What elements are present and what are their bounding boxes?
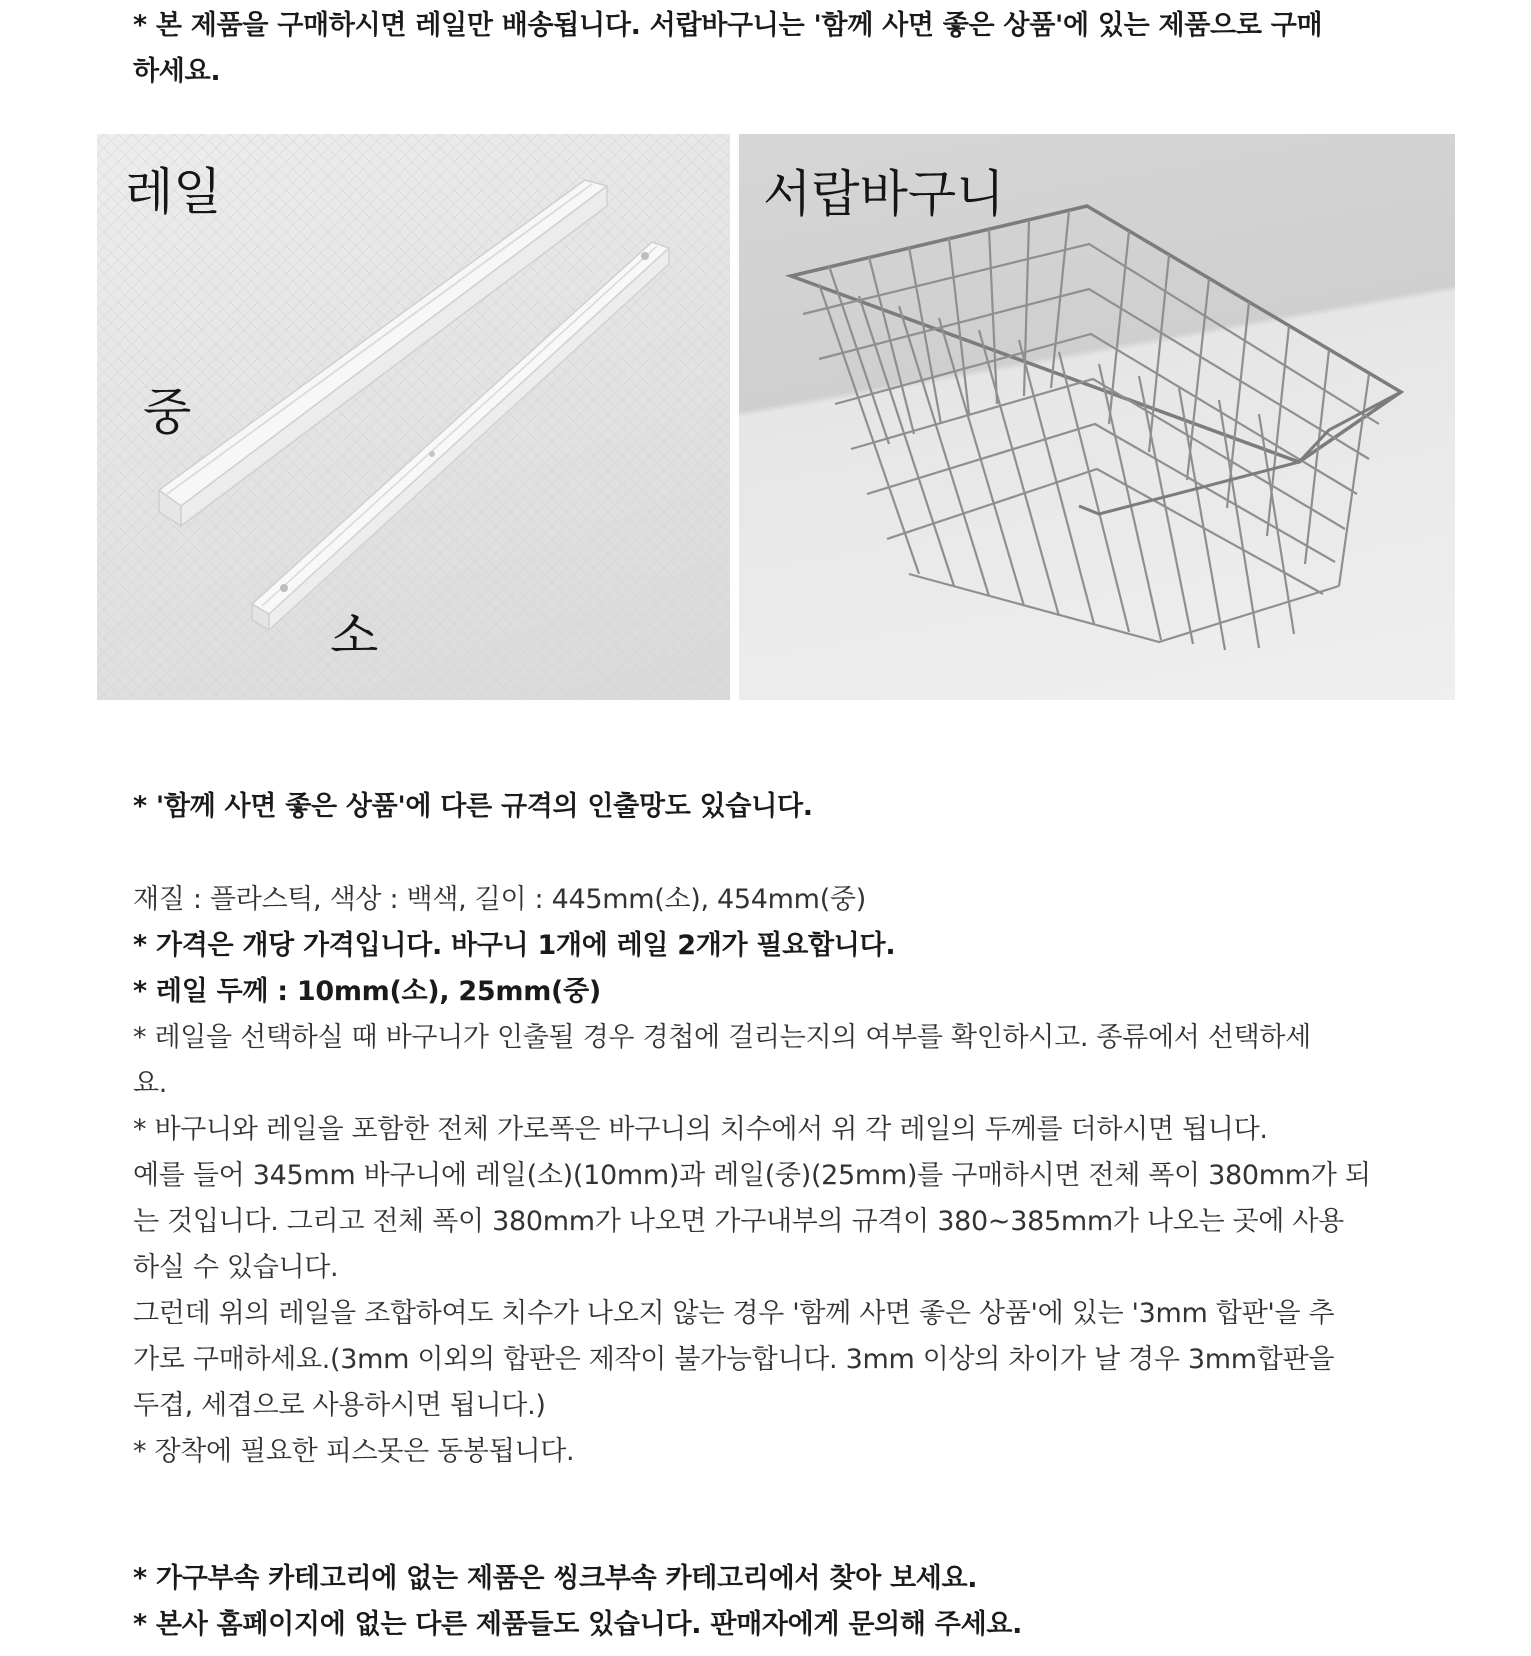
thickness-spec: * 레일 두께 : 10mm(소), 25mm(중) [133,976,601,1007]
basket-photo [739,134,1455,700]
example-line-3: 하실 수 있습니다. [133,1252,339,1283]
related-note [133,784,1433,830]
rail-label-small: 소 [330,607,379,665]
example-line-1: 예를 들어 345mm 바구니에 레일(소)(10mm)과 레일(중)(25mm)를 구매하시면 전체 폭이 380mm가 되 [133,1160,1371,1191]
basket-title: 서랍바구니 [763,165,1005,223]
plywood-line-2: 가로 구매하세요.(3mm 이외의 합판은 제작이 불가능합니다. 3mm 이상의 차이가 날 경우 3mm합판을 [133,1344,1335,1375]
footer-line-2: * 본사 홈페이지에 없는 다른 제품들도 있습니다. 판매자에게 문의해 주세요. [133,1609,1023,1640]
screw-note: * 장착에 필요한 피스못은 동봉됩니다. [133,1436,575,1467]
spec-section [133,877,1433,1475]
rail-label-medium: 중 [143,383,192,441]
wire-basket [791,206,1401,650]
width-note: * 바구니와 레일을 포함한 전체 가로폭은 바구니의 치수에서 위 각 레일의 두께를 더하시면 됩니다. [133,1114,1268,1145]
select-note-line-1: * 레일을 선택하실 때 바구니가 인출될 경우 경첩에 걸리는지의 여부를 확인하시고. 종류에서 선택하세 [133,1022,1311,1053]
material-spec: 재질 : 플라스틱, 색상 : 백색, 길이 : 445mm(소), 454mm(중) [133,884,866,915]
footer-line-1: * 가구부속 카테고리에 없는 제품은 씽크부속 카테고리에서 찾아 보세요. [133,1563,978,1594]
price-note: * 가격은 개당 가격입니다. 바구니 1개에 레일 2개가 필요합니다. [133,930,896,961]
plywood-line-3: 두겹, 세겹으로 사용하시면 됩니다.) [133,1390,546,1421]
rail-photo [97,134,730,700]
related-note-line: * '함께 사면 좋은 상품'에 다른 규격의 인출망도 있습니다. [133,791,813,822]
rail-title: 레일 [125,163,222,221]
select-note-line-2: 요. [133,1068,168,1099]
intro-line-1: * 본 제품을 구매하시면 레일만 배송됩니다. 서랍바구니는 '함께 사면 좋은 상품'에 있는 제품으로 구매 [133,10,1323,41]
example-line-2: 는 것입니다. 그리고 전체 폭이 380mm가 나오면 가구내부의 규격이 380~385mm가 나오는 곳에 사용 [133,1206,1344,1237]
intro-line-2: 하세요. [133,56,221,87]
intro-notice [133,3,1433,95]
plywood-line-1: 그런데 위의 레일을 조합하여도 치수가 나오지 않는 경우 '함께 사면 좋은 상품'에 있는 '3mm 합판'을 추 [133,1298,1335,1329]
footer-notes [133,1556,1433,1648]
